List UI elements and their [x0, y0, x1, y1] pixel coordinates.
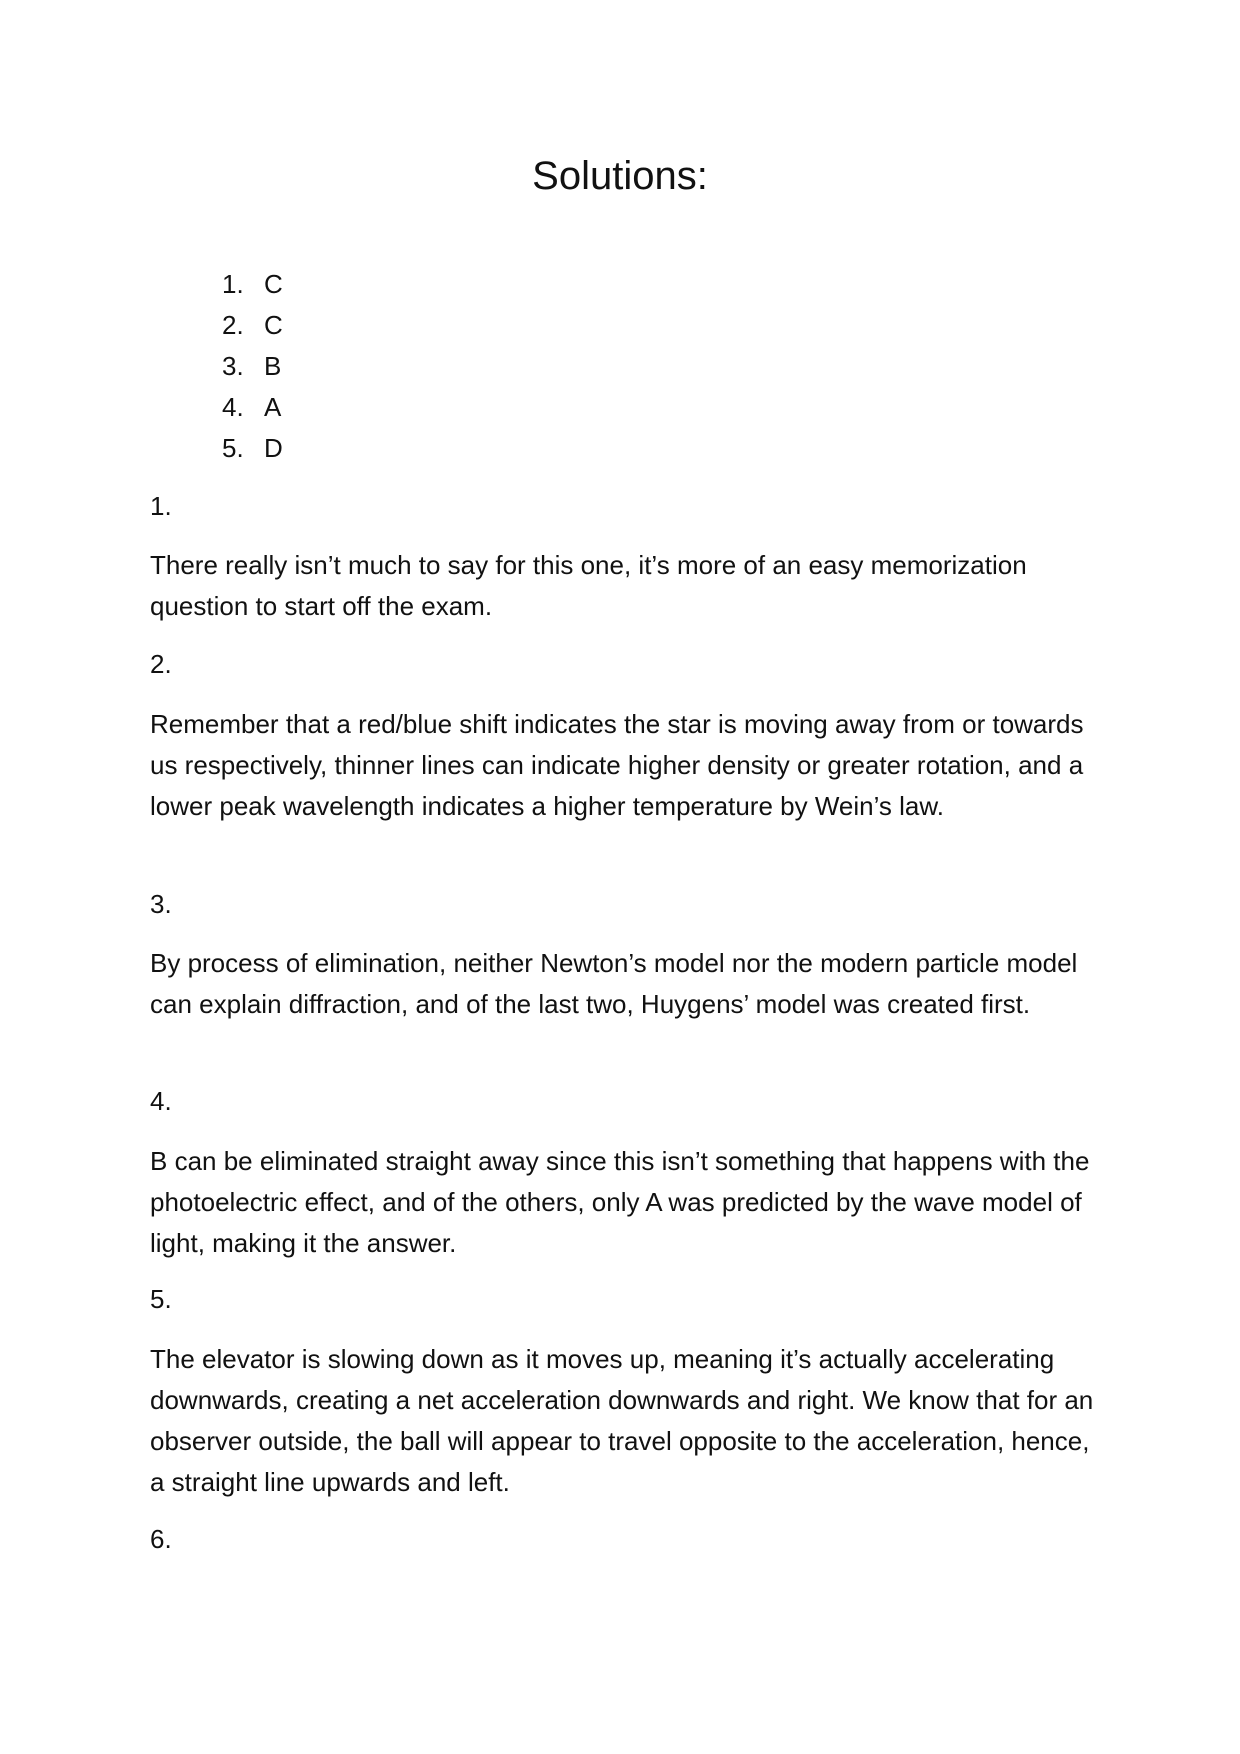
answer-key-item: [222, 264, 283, 305]
solution-number: 1.: [150, 491, 172, 521]
answer-number: 5.: [222, 433, 244, 463]
answer-letter: C: [264, 310, 283, 340]
answer-number: 2.: [222, 310, 244, 340]
solution-number: 5.: [150, 1284, 172, 1314]
answer-key-item: [222, 305, 283, 346]
solution-number: 3.: [150, 889, 172, 919]
solution-number: 6.: [150, 1524, 172, 1554]
answer-number: 3.: [222, 351, 244, 381]
answer-key-list: [222, 264, 283, 469]
answer-letter: B: [264, 351, 282, 381]
answer-key-item: [222, 346, 283, 387]
solution-number: 2.: [150, 649, 172, 679]
solution-text: Remember that a red/blue shift indicates the star is moving away from or towards us respectively, thinner lines can indicate higher density or greater rotation, and a lower peak wavelength indicates a higher temperature by Wein’s law.: [150, 709, 1084, 821]
solution-text: B can be eliminated straight away since this isn’t something that happens with the photoelectric effect, and of the others, only A was predicted by the wave model of light, making it the answer.: [150, 1146, 1090, 1258]
solution-text: By process of elimination, neither Newton’s model nor the modern particle model can explain diffraction, and of the last two, Huygens’ model was created first.: [150, 948, 1078, 1019]
page-title: Solutions:: [532, 154, 708, 198]
answer-number: 4.: [222, 392, 244, 422]
answer-key-item: [222, 387, 283, 428]
answer-letter: A: [264, 392, 282, 422]
answer-key-item: [222, 428, 283, 469]
solution-number: 4.: [150, 1086, 172, 1116]
solution-text: There really isn’t much to say for this one, it’s more of an easy memorization question to start off the exam.: [150, 550, 1027, 621]
answer-letter: D: [264, 433, 283, 463]
answer-letter: C: [264, 269, 283, 299]
solution-text: The elevator is slowing down as it moves up, meaning it’s actually accelerating downwards, creating a net acceleration downwards and right. We know that for an observer outside, the ball will appear to travel opposite to the acceleration, hence, a straight line upwards and left.: [150, 1344, 1094, 1497]
answer-number: 1.: [222, 269, 244, 299]
